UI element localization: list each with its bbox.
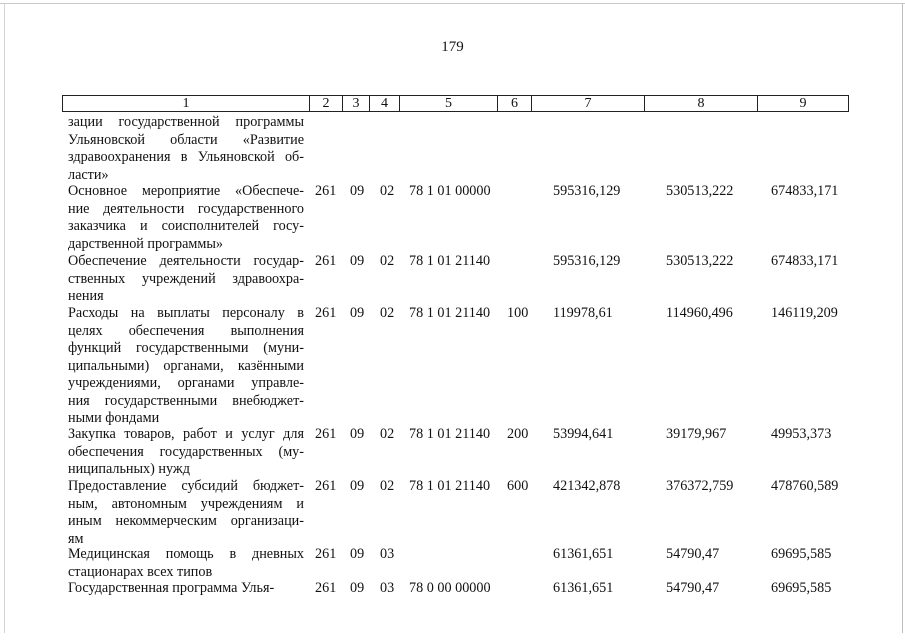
- row-name-line: учреждениями, органами управле-: [68, 375, 304, 391]
- cell-c2: 261: [315, 546, 337, 562]
- cell-c4: 02: [380, 253, 395, 269]
- header-col-4: 4: [370, 96, 400, 111]
- header-col-9: 9: [799, 96, 807, 111]
- cell-c5: 78 1 01 21140: [409, 478, 491, 494]
- cell-c4: 02: [380, 183, 395, 199]
- row-name-line: ственных учреждений здравоохра-: [68, 270, 304, 287]
- row-name-line: обеспечения государственных (му-: [68, 443, 304, 460]
- row-name-line: ниципальных) нужд: [68, 461, 190, 477]
- row-name-line: ными фондами: [68, 410, 160, 426]
- row-name: [68, 478, 304, 548]
- row-name-line: иным некоммерческим организаци-: [68, 513, 304, 529]
- cell-c4: 02: [380, 305, 395, 321]
- row-name-line: Расходы на выплаты персоналу в: [68, 305, 304, 321]
- cell-c6: 600: [507, 478, 529, 494]
- cell-c4: 03: [380, 546, 395, 562]
- row-name: [68, 426, 304, 479]
- row-name-line: функций государственными (муни-: [68, 340, 304, 356]
- cell-c4: 02: [380, 426, 395, 442]
- row-name-line: дарственной программы»: [68, 235, 224, 252]
- cell-c5: 78 1 01 00000: [409, 183, 491, 199]
- cell-c5: 78 1 01 21140: [409, 253, 491, 269]
- row-name-line: целях обеспечения выполнения: [68, 322, 304, 339]
- cell-c7: 61361,651: [553, 546, 614, 562]
- row-name-line: здравоохранения в Ульяновской об-: [68, 149, 304, 165]
- header-col-7: 7: [532, 96, 645, 111]
- page-border-left: [4, 3, 5, 633]
- cell-c9: 674833,171: [771, 253, 839, 269]
- page-number: 179: [441, 39, 464, 55]
- cell-c3: 09: [350, 183, 365, 199]
- row-name-line: ным, автономным учреждениям и: [68, 495, 304, 512]
- cell-c3: 09: [350, 546, 365, 562]
- row-name-line: Основное мероприятие «Обеспече-: [68, 183, 304, 199]
- cell-c2: 261: [315, 478, 337, 494]
- cell-c8: 530513,222: [666, 253, 734, 269]
- row-name-line: Обеспечение деятельности государ-: [68, 253, 304, 269]
- row-name: [68, 253, 304, 306]
- row-name-line: Предоставление субсидий бюджет-: [68, 478, 304, 494]
- header-col-5: 5: [400, 96, 498, 111]
- header-col-1: 1: [63, 96, 310, 111]
- cell-c3: 09: [350, 478, 365, 494]
- cell-c7: 61361,651: [553, 580, 614, 596]
- cell-c9: 49953,373: [771, 426, 832, 442]
- cell-c5: 78 1 01 21140: [409, 426, 491, 442]
- cell-c6: 100: [507, 305, 529, 321]
- header-col-2: 2: [310, 96, 343, 111]
- row-name-line: ласти»: [68, 166, 109, 183]
- cell-c9: 69695,585: [771, 546, 832, 562]
- row-name-line: нения: [68, 288, 104, 304]
- cell-c7: 421342,878: [553, 478, 621, 494]
- row-name-line: Государственная программа Улья-: [68, 580, 275, 596]
- row-name: [68, 305, 304, 428]
- cell-c4: 02: [380, 478, 395, 494]
- cell-c5: 78 1 01 21140: [409, 305, 491, 321]
- cell-c7: 595316,129: [553, 253, 621, 269]
- cell-c3: 09: [350, 580, 365, 596]
- cell-c2: 261: [315, 426, 337, 442]
- cell-c4: 03: [380, 580, 395, 596]
- table-header: [62, 95, 849, 112]
- cell-c2: 261: [315, 183, 337, 199]
- row-name-line: ния государственными внебюджет-: [68, 392, 304, 409]
- row-name-line: ние деятельности государственного: [68, 200, 304, 217]
- row-name: [68, 546, 304, 581]
- row-name-line: ям: [68, 530, 84, 547]
- page-border-top: [0, 3, 905, 4]
- row-name-line: Медицинская помощь в дневных: [68, 546, 304, 562]
- cell-c2: 261: [315, 253, 337, 269]
- row-name-line: Закупка товаров, работ и услуг для: [68, 426, 304, 442]
- row-name-line: стационарах всех типов: [68, 563, 213, 580]
- cell-c8: 54790,47: [666, 580, 720, 596]
- header-col-6: 6: [498, 96, 532, 111]
- cell-c3: 09: [350, 305, 365, 321]
- row-name-line: ципальными) органами, казёнными: [68, 357, 304, 374]
- cell-c9: 478760,589: [771, 478, 839, 494]
- row-name: [68, 580, 304, 598]
- cell-c2: 261: [315, 580, 337, 596]
- cell-c7: 595316,129: [553, 183, 621, 199]
- header-col-8: 8: [645, 96, 758, 111]
- cell-c7: 119978,61: [553, 305, 613, 321]
- row-name-line: Ульяновской области «Развитие: [68, 131, 304, 148]
- header-col-3: 3: [343, 96, 370, 111]
- row-name-line: зации государственной программы: [68, 114, 304, 130]
- cell-c8: 114960,496: [666, 305, 733, 321]
- cell-c9: 69695,585: [771, 580, 832, 596]
- cell-c9: 146119,209: [771, 305, 838, 321]
- cell-c8: 376372,759: [666, 478, 734, 494]
- cell-c6: 200: [507, 426, 529, 442]
- row-name: [68, 183, 304, 253]
- cell-c3: 09: [350, 426, 365, 442]
- page-border-right: [902, 3, 903, 633]
- cell-c3: 09: [350, 253, 365, 269]
- cell-c7: 53994,641: [553, 426, 614, 442]
- cell-c8: 530513,222: [666, 183, 734, 199]
- cell-c5: 78 0 00 00000: [409, 580, 491, 596]
- row-name-line: заказчика и соисполнителей госу-: [68, 218, 304, 234]
- row-name: [68, 114, 304, 184]
- cell-c8: 54790,47: [666, 546, 720, 562]
- cell-c8: 39179,967: [666, 426, 727, 442]
- cell-c9: 674833,171: [771, 183, 839, 199]
- cell-c2: 261: [315, 305, 337, 321]
